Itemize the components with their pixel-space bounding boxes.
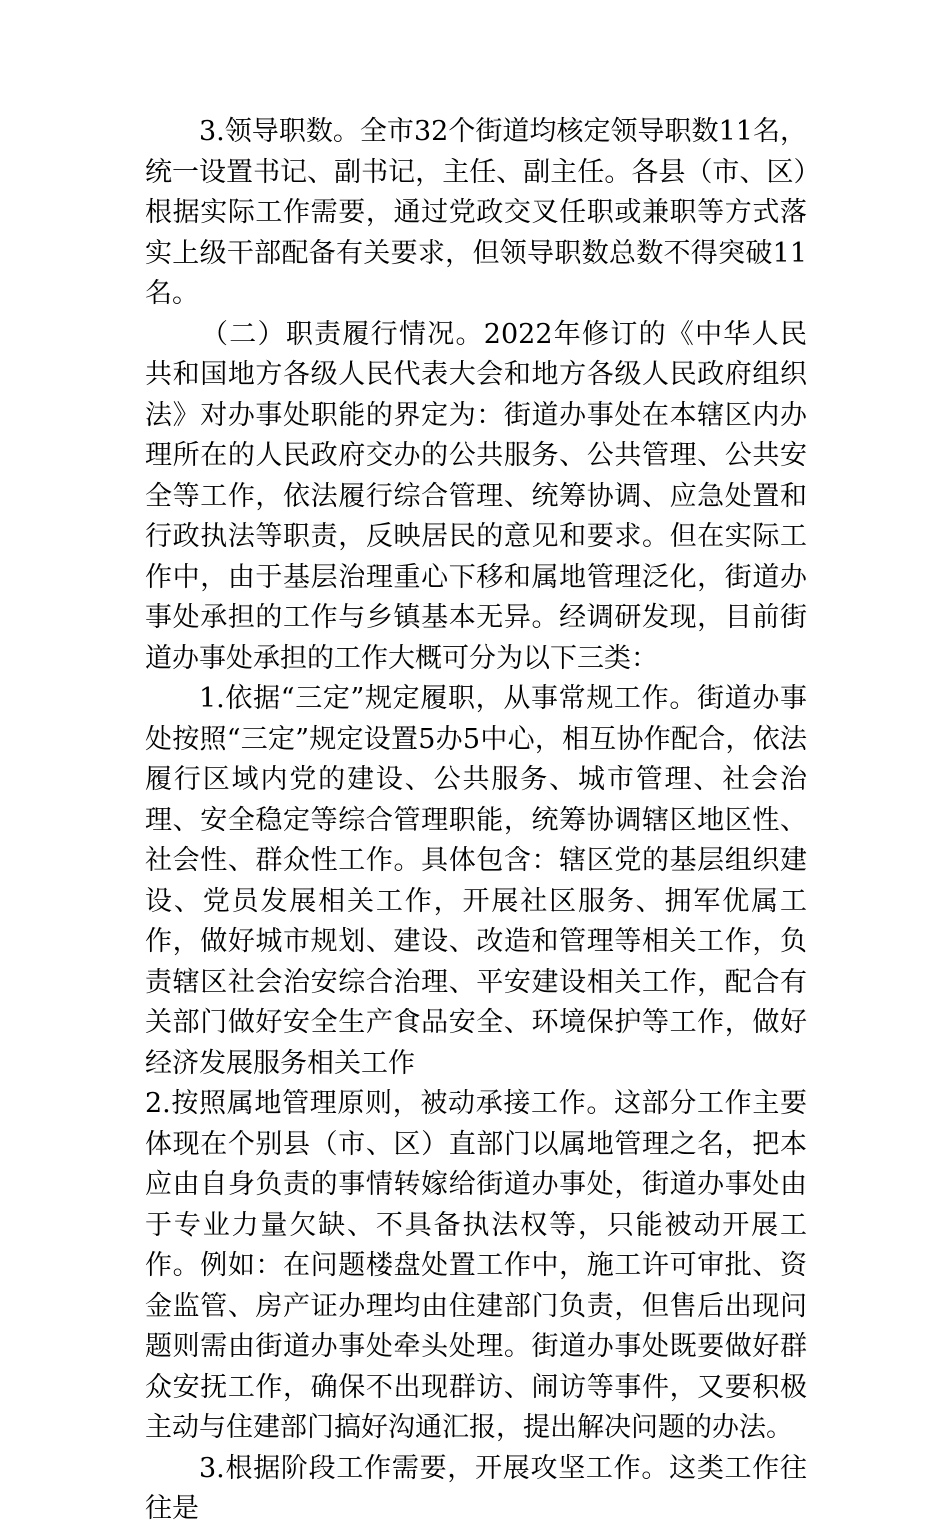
paragraph-duty-performance: （二）职责履行情况。2022年修订的《中华人民共和国地方各级人民代表大会和地方各级人民政府组织法》对办事处职能的界定为：街道办事处在本辖区内办理所在的人民政府交办的公共服务、公共管理、公共安全等工作，依法履行综合管理、统筹协调、应急处置和行政执法等职责，反映居民的意见和要求。但在实际工作中，由于基层治理重心下移和属地管理泛化，街道办事处承担的工作与乡镇基本无异。经调研发现，目前街道办事处承担的工作大概可分为以下三类： [145, 318, 807, 674]
paragraph-leadership-positions: 3.领导职数。全市32个街道均核定领导职数11名，统一设置书记、副书记，主任、副主任。各县（市、区）根据实际工作需要，通过党政交叉任职或兼职等方式落实上级干部配备有关要求，但领导职数总数不得突破11名。 [145, 116, 807, 309]
paragraph-territorial-work: 2.按照属地管理原则，被动承接工作。这部分工作主要体现在个别县（市、区）直部门以属地管理之名，把本应由自身负责的事情转嫁给街道办事处，街道办事处由于专业力量欠缺、不具备执法权等，只能被动开展工作。例如：在问题楼盘处置工作中，施工许可审批、资金监管、房产证办理均由住建部门负责，但售后出现问题则需由街道办事处牵头处理。街道办事处既要做好群众安抚工作，确保不出现群访、闹访等事件，又要积极主动与住建部门搞好沟通汇报，提出解决问题的办法。 [145, 1088, 807, 1443]
paragraph-routine-work: 1.依据“三定”规定履职，从事常规工作。街道办事处按照“三定”规定设置5办5中心，相互协作配合，依法履行区域内党的建设、公共服务、城市管理、社会治理、安全稳定等综合管理职能，统筹协调辖区地区性、社会性、群众性工作。具体包含：辖区党的基层组织建设、党员发展相关工作，开展社区服务、拥军优属工作，做好城市规划、建设、改造和管理等相关工作，负责辖区社会治安综合治理、平安建设相关工作，配合有关部门做好安全生产食品安全、环境保护等工作，做好经济发展服务相关工作 [145, 683, 807, 1079]
paragraph-tackling-work: 3.根据阶段工作需要，开展攻坚工作。这类工作往往是 [145, 1452, 807, 1524]
document-body [145, 112, 807, 1530]
